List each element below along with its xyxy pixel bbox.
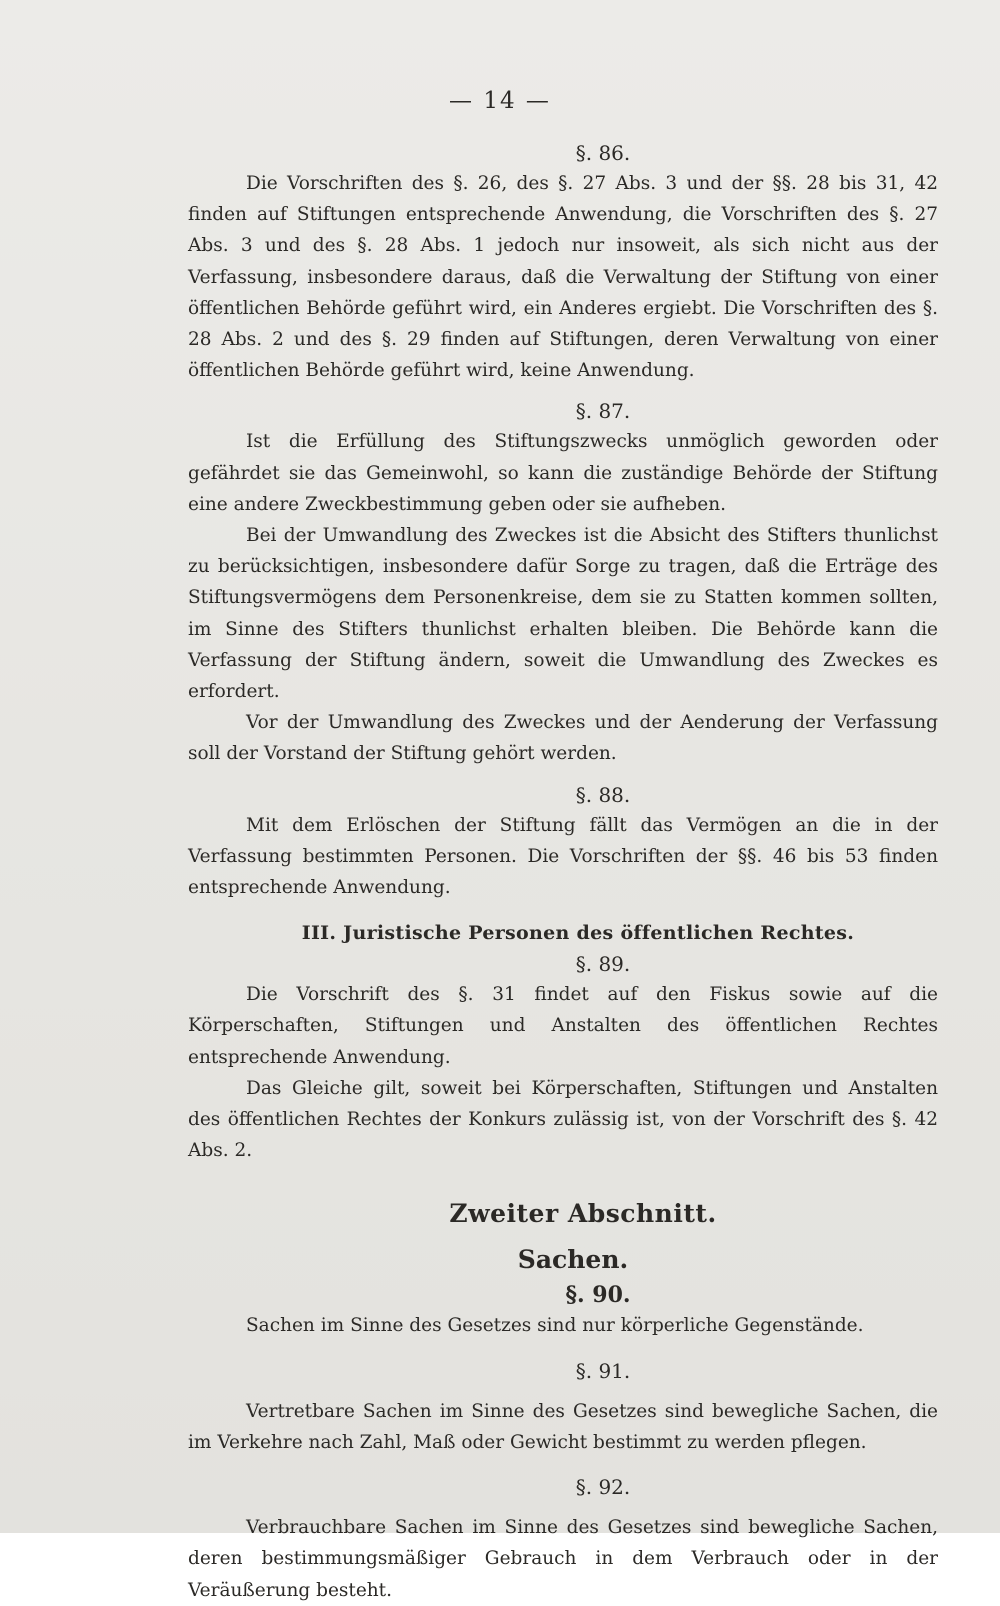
section-90-paragraph-1: Sachen im Sinne des Gesetzes sind nur körperliche Gegenstände. xyxy=(246,1315,864,1337)
section-92-paragraph-1: Verbrauchbare Sachen im Sinne des Gesetzes sind bewegliche Sachen, deren bestimmungsmäßiger Gebrauch in dem Verbrauch oder in der Veräußerung besteht. xyxy=(188,1517,938,1601)
section-89-paragraph-1: Die Vorschrift des §. 31 findet auf den Fiskus sowie auf die Körperschaften, Stiftungen und Anstalten des öffentlichen Rechtes entsprechende Anwendung. xyxy=(188,984,938,1068)
section-87-paragraph-2: Bei der Umwandlung des Zweckes ist die Absicht des Stifters thunlichst zu berücksichtigen, insbesondere dafür Sorge zu tragen, daß die Erträge des Stiftungsvermögens dem Personenkreise, dem sie zu Statten kommen sollten, im Sinne des Stifters thunlichst erhalten bleiben. Die Behörde kann die Verfassung der Stiftung ändern, soweit die Umwandlung des Zweckes es erfordert. xyxy=(188,525,938,703)
section-88-mark: §. 88. xyxy=(575,782,631,807)
section-89-paragraph-2: Das Gleiche gilt, soweit bei Körperschaften, Stiftungen und Anstalten des öffentlichen Rechtes der Konkurs zulässig ist, von der Vorschrift des §. 42 Abs. 2. xyxy=(188,1077,938,1162)
section-91-paragraph-1: Vertretbare Sachen im Sinne des Gesetzes sind bewegliche Sachen, die im Verkehre nach Zahl, Maß oder Gewicht bestimmt zu werden pflegen. xyxy=(188,1400,938,1453)
section-87-paragraph-3: Vor der Umwandlung des Zweckes und der Aenderung der Verfassung soll der Vorstand der Stiftung gehört werden. xyxy=(188,712,938,765)
part-heading-sachen: Sachen. xyxy=(517,1245,629,1275)
text-column xyxy=(188,138,938,1606)
section-86-paragraph-1: Die Vorschriften des §. 26, des §. 27 Abs. 3 und der §§. 28 bis 31, 42 finden auf Stiftungen entsprechende Anwendung, die Vorschriften des §. 27 Abs. 3 und des §. 28 Abs. 1 jedoch nur insoweit, als sich nicht aus der Verfassung, insbesondere daraus, daß die Verwaltung der Stiftung von einer öffentlichen Behörde geführt wird, ein Anderes ergiebt. Die Vorschriften des §. 28 Abs. 2 und des §. 29 finden auf Stiftungen, deren Verwaltung von einer öffentlichen Behörde geführt wird, keine Anwendung. xyxy=(188,173,938,382)
section-86-mark: §. 86. xyxy=(575,141,631,165)
section-87-mark: §. 87. xyxy=(575,399,631,424)
section-90-mark: §. 90. xyxy=(565,1282,631,1309)
section-88-paragraph-1: Mit dem Erlöschen der Stiftung fällt das Vermögen an die in der Verfassung bestimmten Personen. Die Vorschriften der §§. 46 bis 53 finden entsprechende Anwendung. xyxy=(188,814,938,899)
page-number: — 14 — xyxy=(449,88,551,114)
section-87-paragraph-1: Ist die Erfüllung des Stiftungszwecks unmöglich geworden oder gefährdet sie das Gemeinwohl, so kann die zuständige Behörde der Stiftung eine andere Zweckbestimmung geben oder sie aufheben. xyxy=(188,431,938,515)
chapter-heading-iii: III. Juristische Personen des öffentlichen Rechtes. xyxy=(301,922,855,945)
section-89-mark: §. 89. xyxy=(575,952,631,977)
section-91-mark: §. 91. xyxy=(575,1358,631,1383)
part-heading-zweiter-abschnitt: Zweiter Abschnitt. xyxy=(449,1199,717,1229)
section-92-mark: §. 92. xyxy=(575,1475,631,1500)
